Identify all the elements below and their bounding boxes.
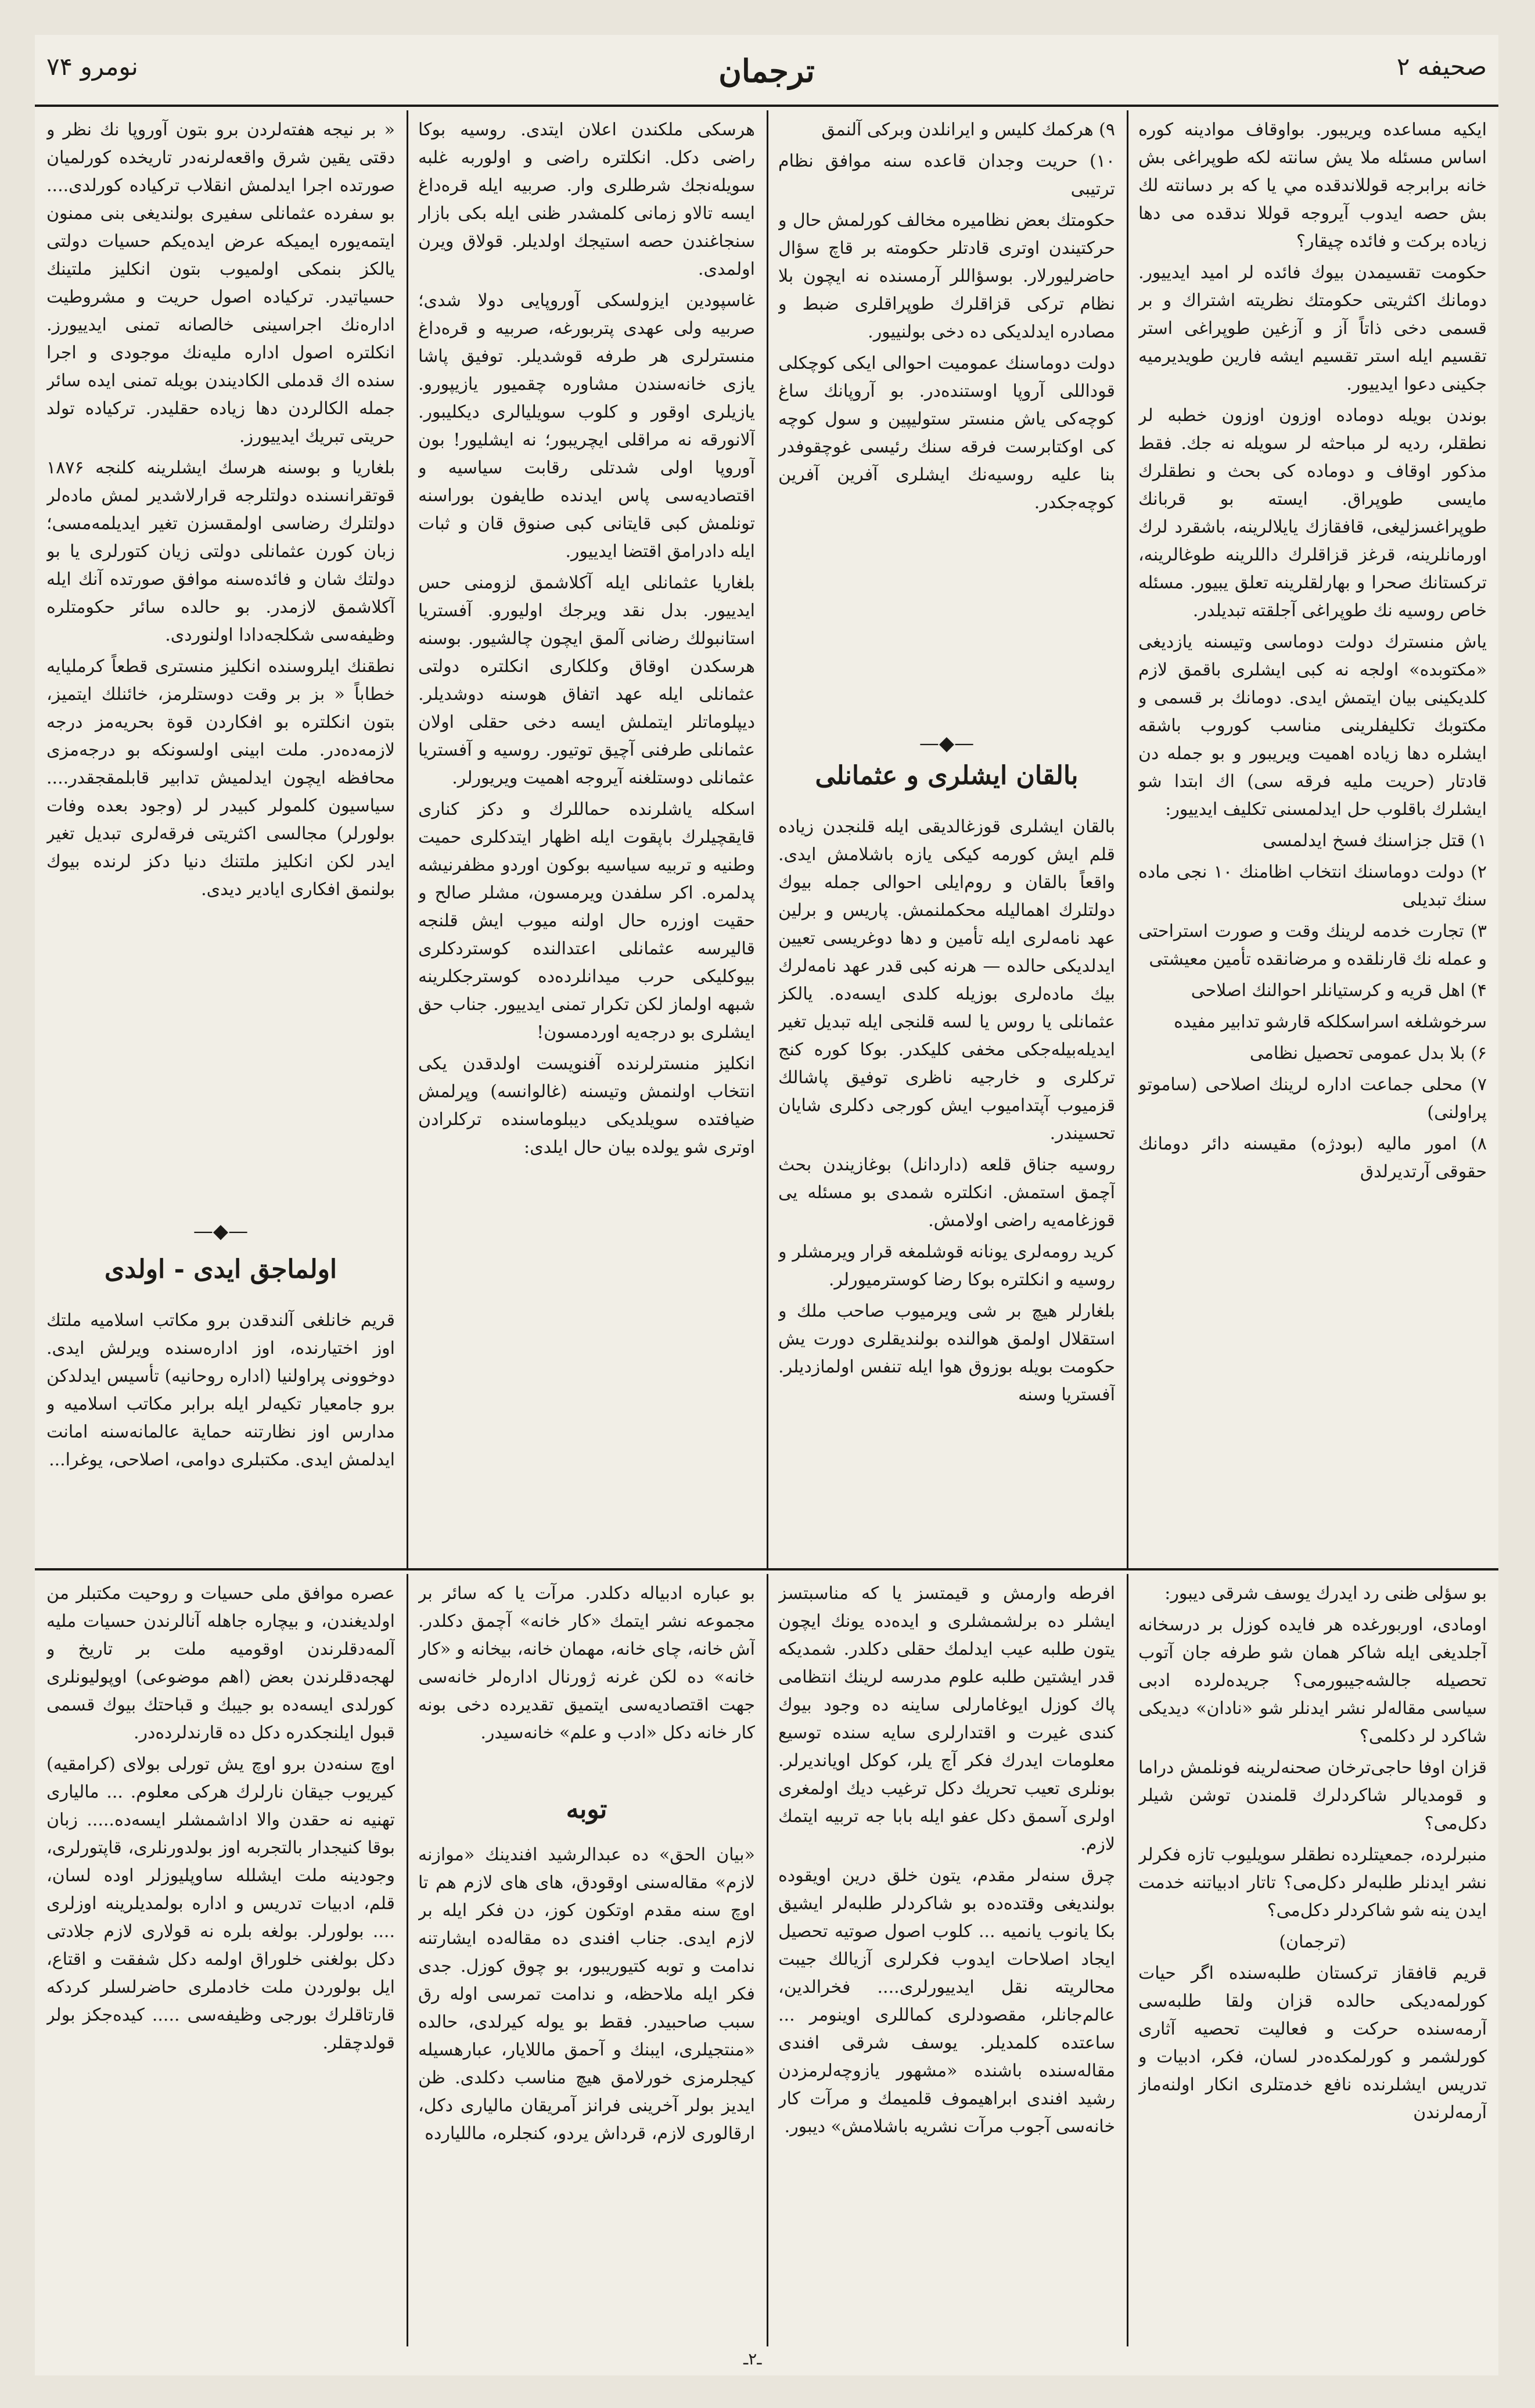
- list-item: ۴) اهل قریه و کرستیانلر احوالنك اصلاحی: [1191, 980, 1487, 1001]
- newspaper-title: ترجمان: [718, 52, 815, 89]
- column-3: [418, 116, 755, 1562]
- ornament-divider: —◆—: [193, 1220, 249, 1243]
- bottom-column-4: [46, 1580, 395, 2341]
- paragraph: بو سؤلی ظنی رد ایدرك یوسف شرقی دیبور:: [1164, 1583, 1487, 1604]
- list-item: ۱) قتل جزاسنك فسخ ایدلمسی: [1262, 831, 1487, 851]
- article-headline: توبه: [566, 1795, 607, 1824]
- masthead: [35, 35, 1498, 122]
- column-divider: [767, 110, 768, 1568]
- masthead-rule: [35, 105, 1498, 107]
- paragraph: « بر نیجه هفته‌لردن برو بتون آوروپا نك نظر و دقتی یقین شرق واقعه‌لرنه‌در تاریخده کورلمیان صورتده اجرا ایدلمش انقلاب ترکیاده کورلدی.... بو سفرده عثمانلی سفیری بولندیغی بنی ممنون ایتمه‌یوره ایمیکه عرض ایده‌یکم حسیات دولتی یالکز بنمکی اولمیوب بتون انکلیز ملتینك حسیاتیدر. ترکیاده اصول حریت و مشروطیت اداره‌نك اجراسینی خالصانه تمنی ایدییورز. انکلتره اصول اداره ملیه‌نك موجودی و اجرا سنده اك قدملی الکادیندن بویله تمنی ایده سائر جمله الکالردن دها زیاده حقلیدر. ترکیاده تولد حریتی تبریك ایدییورز.: [46, 120, 395, 447]
- paragraph: هرسکی ملکندن اعلان ایتدی. روسیه بوکا راضی دکل. انکلتره راضی و اولوربه غلبه سویله‌نجك شرطلری وار. صربیه ایله قره‌داغ ایسه تالاو زمانی کلمشدر ظنی ایله بکی بازار سنجاغندن حصه استیجك اولدیلر. قولاق ویرن اولمدی.: [418, 120, 755, 279]
- paragraph: ایکیه مساعده ویریبور. بواوقاف موادینه کوره اساس مسئله ملا یش سانته لکه طوپراغی بش خانه برابرجه قوللاندقده مي یا که بر دسانته لك بش حصه ایدوب آیروجه قوللا ندقده می دها زیاده برکت و فائده چیقار؟: [1138, 120, 1487, 251]
- column-divider: [1127, 1574, 1128, 2346]
- bottom-column-3-lower: [418, 1841, 755, 2341]
- column-2-lower: [778, 813, 1115, 1562]
- column-4-upper: [46, 116, 395, 1220]
- article-headline: بالقان ایشلری و عثمانلی: [815, 761, 1079, 790]
- paragraph: روسیه جناق قلعه (داردانل) بوغازیندن بحث آچمق استمش. انکلتره شمدی بو مسئله یی قوزغامه‌یه راضی اولامش.: [778, 1155, 1115, 1231]
- bottom-column-2: [778, 1580, 1115, 2341]
- column-1: [1138, 116, 1487, 1562]
- paragraph: حکومتك بعض نظامیره مخالف کورلمش حال و حرکتیندن اوتری قادتلر حکومته بر قاچ سؤال حاضرلیورلار. بوسؤاللر آرمسنده نه ایچون بلا نظام ترکی قزاقلرك طوپراقلری ضبط و مصادره ایدلدیکی ده دخی بولنییور.: [778, 210, 1115, 342]
- list-item: ۷) محلی جماعت اداره لرینك اصلاحی (ساموتو پراولنی): [1138, 1074, 1487, 1123]
- paragraph: عصره موافق ملی حسیات و روحیت مکتبلر من اولدیغندن، و بیچاره جاهله آنالرندن حسیات ملیه آلمه‌دقلرندن اوقومیه ملت بر تاریخ و لهجه‌دقلرندن بعض (اهم موضوعی) اوپولیونلری کورلدی ایسه‌ده بو جیبك و قباحتك بیوك قسمی قبول ایلنجکدره دکل ده قارندلرده‌در.: [46, 1583, 395, 1743]
- paragraph: بلغارلر هیچ بر شی ویرمیوب صاحب ملك و استقلال اولمق هوالنده بولندیقلری دورت یش حکومت بویله بوزوق هوا ایله تنفس اولمازدیلر. آفستریا وسنه: [778, 1301, 1115, 1405]
- issue-number-label: نومرو ۷۴: [46, 52, 138, 81]
- column-divider: [407, 110, 408, 1568]
- list-item: ۶) بلا بدل عمومی تحصیل نظامی: [1249, 1043, 1487, 1063]
- paragraph: حکومت تقسیمدن بیوك فائده لر امید ایدییور. دومانك اکثریتی حکومتك نظریته اشتراك و بر قسمی دخی ذاتاً آز و آزغین طوپراغی استر تقسیم ایله استر تقسیم ایشه فارین طویدیرمیه جکینی دعوا ایدییور.: [1138, 263, 1487, 394]
- column-divider: [407, 1574, 408, 2346]
- paragraph: دولت دوماسنك عمومیت احوالی ایکی کوچکلی قوداللی آروپا اوستنده‌در. بو آروپانك ساغ کوچه‌کی یاش منستر ستولیپین و سول کوچه کی اوکتابرست فرقه سنك رئیسی غوچقوفدر بنا علیه روسیه‌نك ایشلری آفرین آفرین کوچه‌جکدر.: [778, 353, 1115, 513]
- newspaper-page: [35, 35, 1498, 2375]
- paragraph: اومادی، اوربورغده هر فایده کوزل بر درسخانه آجلدیغی ایله شاکر همان شو طرفه جان آتوب تحصیله جالشه‌جیبورمی؟ جریده‌لرده ادبی سیاسی مقاله‌لر نشر ایدنلر شو «نادان» دیدیکی شاکرد لر دکلمی؟: [1138, 1615, 1487, 1746]
- paragraph: چرق سنه‌لر مقدم، یتون خلق درین اویقوده بولندیغی وقتده‌ده بو شاکردلر طلبه‌لر ایشیق بکا یانوب یانمیه ... کلوب اصول صوتیه تحصیل ایجاد اصلاحات ایدوب فکرلری آزیالك جیبت محالریته نقل ایدییورلری.... فخرالدین، عالم‌جانلر، مقصودلری کماللری اوینومر ... ساعتده کلمدیلر. یوسف شرقی افندی مقاله‌سنده باشنده «مشهور یازوچه‌لرمزدن رشید افندی ابراهیموف قلمیمك و مرآت کار خانه‌سی آجوب مرآت نشریه باشلامش» دیبور.: [778, 1866, 1115, 2137]
- paragraph: کرید رومه‌لری یونانه قوشلمغه قرار ویرمشلر و روسیه و انکلتره بوکا رضا کوسترمیورلر.: [778, 1242, 1115, 1290]
- ornament-divider: —◆—: [919, 732, 975, 755]
- page-footer-mark: ـ۲ـ: [743, 2349, 762, 2369]
- bottom-column-1: [1138, 1580, 1487, 2341]
- column-2-upper: [778, 116, 1115, 732]
- paragraph: قریم قافقاز ترکستان طلبه‌سنده اگر حیات کورلمه‌دیکی حالده قزان ولقا طلبه‌سی آرمه‌سنده حرکت و فعالیت تحصیه آثاری کورلشمر و کورلمکده‌در لسان، فکر، ادبیات و تدریس ایشلرنده نافع خدمتلری انکار اولنه‌ماز آرمه‌لرندن: [1138, 1963, 1487, 2123]
- list-item: سرخوشلغه اسراسکلکه قارشو تدابیر مفیده: [1174, 1012, 1487, 1032]
- list-item: ۸) امور مالیه (بودژه) مقیسنه دائر دومانك حقوقی آرتدیرلدق: [1138, 1134, 1487, 1182]
- paragraph: اسکله یاشلرنده حماللرك و دکز کناری قایقچیلرك باپقوت ایله اظهار ایتدکلری حمیت وطنیه و تربیه سیاسیه بوکون اوردو مظفرنیشه پدلمره. اکر سلفدن ویرمسون، مشلر صالح و حقیت اوزره حال اولنه میوب ایش قلنجه قالیرسه عثمانلی اعتدالنده کوستردکلری بیوکلیکی حرب میدانلرده‌ده کوسترجکلرینه شبهه اولماز لکن تکرار تمنی ایدییور. جناب حق ایشلری بو درجه‌یه اوردمسون!: [418, 799, 755, 1043]
- list-item: ۳) تجارت خدمه لرینك وقت و صورت استراحتی و عمله نك قارنلقده و مرضانقده تأمین معیشتی: [1138, 921, 1487, 969]
- paragraph: بلغاریا و بوسنه هرسك ایشلرینه کلنجه ۱۸۷۶ قوتقرانسنده دولتلرجه قرارلاشدیر لمش ماده‌لر دولتلرك رضاسی اولمقسزن تغیر ایدیلمه‌مسی؛ زبان کورن عثمانلی دولتی زیان کتورلری یا بو دولتك شان و فائده‌سنه موافق صورتده آنك ایله آکلاشمق لازمدر. بو حالده سائر حکومتلره وظیفه‌سی شکلجه‌دادا اولنوردی.: [46, 458, 395, 645]
- list-item: ۱۰) حریت وجدان قاعده سنه موافق نظام ترتیبی: [778, 151, 1115, 199]
- page-number-label: صحیفه ۲: [1396, 52, 1487, 81]
- article-headline: اولماجق ایدی - اولدی: [104, 1255, 337, 1284]
- paragraph: قریم خانلغی آلندقدن برو مکاتب اسلامیه ملتك اوز اختیارنده، اوز اداره‌سنده ویرلش ایدی. دوخوونی پراولنیا (اداره روحانیه) تأسیس ایدلدکن برو جامعیار تکیه‌لر ایله برابر مکاتب اسلامیه و مدارس اوز نظارتنه حمایة عالمانه‌سنه امانت ایدلمش ایدی. مکتبلری دوامی، اصلاحی، یوغرا...: [46, 1310, 395, 1470]
- paragraph: نطقنك ایلروسنده انکلیز منستری قطعاً کرملیایه خطاباً « بز بر وقت دوستلرمز، خائنلك ایتمیز، بتون انکلتره بو افکاردن قوة بحریه‌مز درجه لازمه‌ده‌در. ملت ابینی اولسونکه بو درجه‌مزی محافظه ایچون ایدلمیش تدابیر قابلمقجقدر.... سیاسیون کلمولر کبیدر لر (وجود بعده وفات بولورلر) مجالسی اکثریتی فرقه‌لری تبدیل تغیر ایدر لکن انکلیز ملتنك دنیا دکز لرنده بیوك بولنمق افکاری ایادیر دیدی.: [46, 656, 395, 900]
- column-divider: [767, 1574, 768, 2346]
- paragraph: اوچ سنه‌دن برو اوچ یش تورلی بولای (کرامقیه) کیریوب جیقان نارلرك هرکی معلوم. ... مالیاری تهنیه نه حقدن والا اداشمشلر ایسه‌ده..... زبان بوقا کنیجدار بالتجربه اوز بولدورنلری، قاپتورلری، وجودینه ملت ایشلله ساوپلیوزلر اوده لسان، قلم، ادبیات تدریس و اداره بولمدیلرینه اوزلری .... بولورلر. بولغه بلره نه قولاری لازم جلادتی دکل بولغنی خلوراق اولمه دکل شفقت و اقتاع، ایل بولوردن ملت خادملری حاضرلسلر کردکه قارتاقلرك بورجی وظیفه‌سی ..... کیده‌جکز بولر قولدچقلر.: [46, 1754, 395, 2053]
- section-divider: [35, 1568, 1498, 1570]
- signature: (ترجمان): [1279, 1932, 1346, 1952]
- list-item: ۹) هرکمك کلیس و ایرانلدن وبرکی آلنمق: [821, 120, 1115, 140]
- column-4-lower: [46, 1307, 395, 1562]
- paragraph: قزان اوفا حاجی‌ترخان صحنه‌لرینه فونلمش دراما و قومدیالر شاکردلرك قلمندن توشن شیلر دکل‌می؟: [1138, 1758, 1487, 1834]
- paragraph: «بیان الحق» ده عبدالرشید افندینك «موازنه لازم» مقاله‌سنی اوقودق، های های لازم هم تا اوچ سنه مقدم اوتکون کوز، دن فکر ایله بر لازم ایدی. جناب افندی ده مقاله‌ده ایشارتنه ندامت و توبه کتیوریبور، بو چوق کوزل. جدی فکر ایله ملاحظه، و ندامت تمرسی اوله رق سبب صاحبیدر. فقط بو یوله کیرلدی، حالده «منتجیلری، ایبنك و آحمق ماللایار، عبارهسیله کیجلرمزی خورلامق هیچ مناسب دکلدی. ظن ایدیز بولر آخرینی فرانز آمریقان مالیاری دکل، ارقالوری لازم، قرداش یردو، کنجلره، ماللیارده: [418, 1845, 755, 2144]
- paragraph: منبرلرده، جمعیتلرده نطقلر سویلیوب تازه فکرلر نشر ایدنلر طلبه‌لر دکل‌می؟ تاتار ادبیاتنه خدمت ایدن ینه شو شاکردلر دکل‌می؟: [1138, 1845, 1487, 1921]
- list-item: ۲) دولت دوماسنك انتخاب اظامنك ۱۰ نجی ماده سنك تبدیلی: [1138, 862, 1487, 910]
- paragraph: غاسپودین ایزولسکی آوروپایی دولا شدی؛ صربیه ولی عهدی پتربورغه، صربیه و قره‌داغ منسترلری هر طرفه قوشدیلر. توفیق پاشا یازی خانه‌سندن مشاوره چقمیور یازیپورو. یازیلری اوقور و کلوب سویلیالری دیکلیبور. آلانورقه نه مراقلی ایچریبور؛ نه ایشلیور! بون آوروپا اولی شدتلی رقابت سیاسیه و اقتصادیه‌سی پاس ایدنده طایفون بوراسنه تونلمش کبی قایتانی کبی صنوق قان و ثبات ایله دادرامق اقتضا ایدییور.: [418, 290, 755, 562]
- paragraph: بلغاریا عثمانلی ایله آکلاشمق لزومنی حس ایدییور. بدل نقد ویرجك اولیورو. آفستریا استانبولك رضانی آلمق ایچون چالشیور. بوسنه هرسکدن اوقاق وکلکاری انکلتره دولتی عثمانلی ایله عهد اتفاق هوسنه دوشدیلر. دیپلوماتلر ایتملش ایسه دخی حقلی اولان عثمانلی طرفنی آچیق توتیور. روسیه و آفستریا عثمانلی دوستلغنه آیروجه اهمیت ویریورلر.: [418, 573, 755, 788]
- paragraph: بوندن بویله دوماده اوزون اوزون خطبه لر نطقلر، ردیه لر مباحثه لر سویله نه جك. فقط مذکور اوقاف و دوماده کی بحث و نطقلرك مایسی طوپراق. ایسته بو قربانك طوپراغسزلیغی، قافقازك یایلالرینه، باشقرد لرك اورمانلرینه، قرغز قزاقلرك داللرینه طوغالرینه، ترکستانك صحرا و بهارلقلرینه تعلق یبیور. مسئله خاص روسیه نك طوپراغی آجلقته تبدیلدر.: [1138, 405, 1487, 621]
- paragraph: بو عباره ادبیاله دکلدر. مرآت یا که سائر بر مجموعه نشر ایتمك «کار خانه» آچمق دکلدر. آش خانه، چای خانه، مهمان خانه، بیخانه و «کار خانه» ده لکن غرنه ژورنال اداره‌لر خانه‌سی جهت اقتصادیه‌سی ایتمیق تقدیرده دخی بونه کار خانه دکل «ادب و علم» خانه‌سیدر.: [418, 1583, 755, 1743]
- paragraph: یاش منسترك دولت دوماسی وتیسنه یازدیغی «مکتوبده» اولجه نه کبی ایشلری باقمق لازم کلدیکینی بیان ایتمش ایدی. دومانك بر قسمی و مکتوبك تکلیفلرینی مناسب کوروب باشقه ایشلره دها زیاده اهمیت ویریبور و بو جمله دن قادتار (حریت ملیه فرقه سی) اك ابتدا شو ایشلرك باقلوب حل ایدلمسنی تکلیف ایدییور:: [1138, 632, 1487, 820]
- paragraph: انکلیز منسترلرنده آفنویست اولدقدن یکی انتخاب اولنمش وتیسنه (غالوانسه) وپرلمش ضیافتده سویلدیکی دیبلوماسنده ترکلرادن اوتری شو یولده بیان حال ایلدی:: [418, 1054, 755, 1158]
- column-divider: [1127, 110, 1128, 1568]
- paragraph: بالقان ایشلری قوزغالدیقی ایله قلنجدن زیاده قلم ایش کورمه کیکی یازه باشلامش ایدی. واقعاً بالقان و روم‌ایلی احوالی جمله بیوك دولتلرك اهمالیله محکملنمش. پاریس و برلین عهد نامه‌لری ایله تأمین و دها دوغریسی تعیین ایدلدیکی حالده — هرنه کبی قدر عهد نامه‌لرك بیك ماده‌لری بوزیله کلدی ایسه‌ده. یالکز عثمانلی یا روس یا لسه قلنجی ایله تبدیل تغیر ایدیله‌بیله‌جکی مخفی کلیکدر. بوکا کوره کنج ترکلری و خارجیه ناظری توفیق پاشالك قزمیوب آپتدامیوب ایش کورجی دکلری شایان تحسیندر.: [778, 817, 1115, 1144]
- paragraph: افرطه وارمش و قیمتسز یا که مناسبتسز ایشلر ده برلشمشلری و ایده‌ده یونك ایچون یتون طلبه عیب ایدلمك حقلی دکلدر. شمدیکه قدر ایشتین طلبه علوم مدرسه لرینك انتظامی پاك کوزل ایوغامارلی ساینه ده وجود بیوك کندی غیرت و اقتدارلری سایه سنده توسیع معلومات ایدرك فکر آچ یلر، کوکل اویاندیرلر. بونلری تعیب تحریك دکل ترغیب دیك اولمغری اولری آسمق دکل عفو ایله بابا جه تربیه ایتمك لازم.: [778, 1583, 1115, 1854]
- bottom-column-3-upper: [418, 1580, 755, 1789]
